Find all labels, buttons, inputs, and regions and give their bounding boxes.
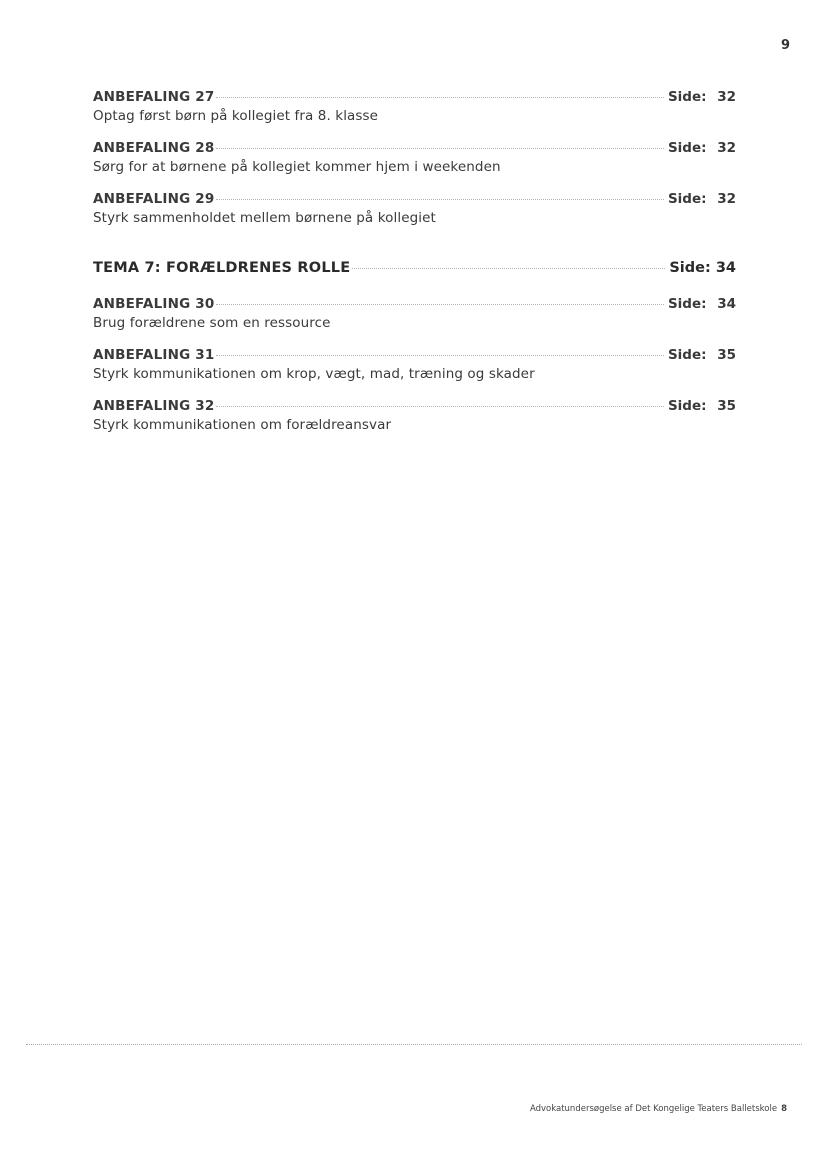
dot-leader (352, 268, 665, 269)
toc-entry-row (93, 191, 736, 210)
toc-entry-page: Side: 32 (667, 140, 736, 156)
toc-entry-page: Side: 35 (667, 347, 736, 363)
toc-entry-page: Side: 35 (667, 398, 736, 414)
toc-entry-31 (93, 347, 736, 382)
toc-theme-page: Side: 34 (669, 260, 736, 276)
toc-entry-row (93, 140, 736, 159)
toc-entry-28 (93, 140, 736, 175)
toc-entry-heading: ANBEFALING 27 (93, 89, 215, 105)
toc-entry-description: Styrk kommunikationen om forældreansvar (93, 417, 392, 433)
table-of-contents (93, 89, 736, 449)
toc-entry-heading: ANBEFALING 29 (93, 191, 215, 207)
footer-title: Advokatundersøgelse af Det Kongelige Teaters Balletskole (529, 1104, 778, 1114)
toc-entry-heading: ANBEFALING 28 (93, 140, 215, 156)
footer (530, 1104, 787, 1114)
toc-entry-30 (93, 296, 736, 331)
toc-entry-description: Brug forældrene som en ressource (93, 315, 331, 331)
toc-theme-row (93, 260, 736, 279)
toc-entry-32 (93, 398, 736, 433)
footer-page-number: 8 (781, 1104, 787, 1114)
toc-entry-description: Styrk kommunikationen om krop, vægt, mad, træning og skader (93, 366, 535, 382)
toc-entry-row (93, 347, 736, 366)
toc-entry-page: Side: 32 (667, 191, 736, 207)
toc-entry-heading: ANBEFALING 31 (93, 347, 215, 363)
page-number: 9 (780, 38, 790, 53)
toc-entry-heading: ANBEFALING 32 (93, 398, 215, 414)
toc-entry-row (93, 89, 736, 108)
dot-leader (216, 304, 663, 305)
toc-entry-27 (93, 89, 736, 124)
toc-entry-description: Styrk sammenholdet mellem børnene på kollegiet (93, 210, 436, 226)
toc-entry-29 (93, 191, 736, 226)
toc-entry-heading: ANBEFALING 30 (93, 296, 215, 312)
toc-entry-description: Sørg for at børnene på kollegiet kommer hjem i weekenden (93, 159, 501, 175)
dot-leader (216, 148, 663, 149)
dot-leader (216, 355, 663, 356)
toc-entry-page: Side: 32 (667, 89, 736, 105)
dot-leader (216, 406, 663, 407)
dot-leader (216, 97, 663, 98)
toc-entry-description: Optag først børn på kollegiet fra 8. klasse (93, 108, 379, 124)
footer-divider (26, 1044, 802, 1045)
dot-leader (216, 199, 663, 200)
toc-entry-row (93, 398, 736, 417)
toc-theme-7 (93, 260, 736, 279)
toc-entry-page: Side: 34 (667, 296, 736, 312)
toc-entry-row (93, 296, 736, 315)
toc-theme-heading: TEMA 7: FORÆLDRENES ROLLE (93, 260, 351, 276)
